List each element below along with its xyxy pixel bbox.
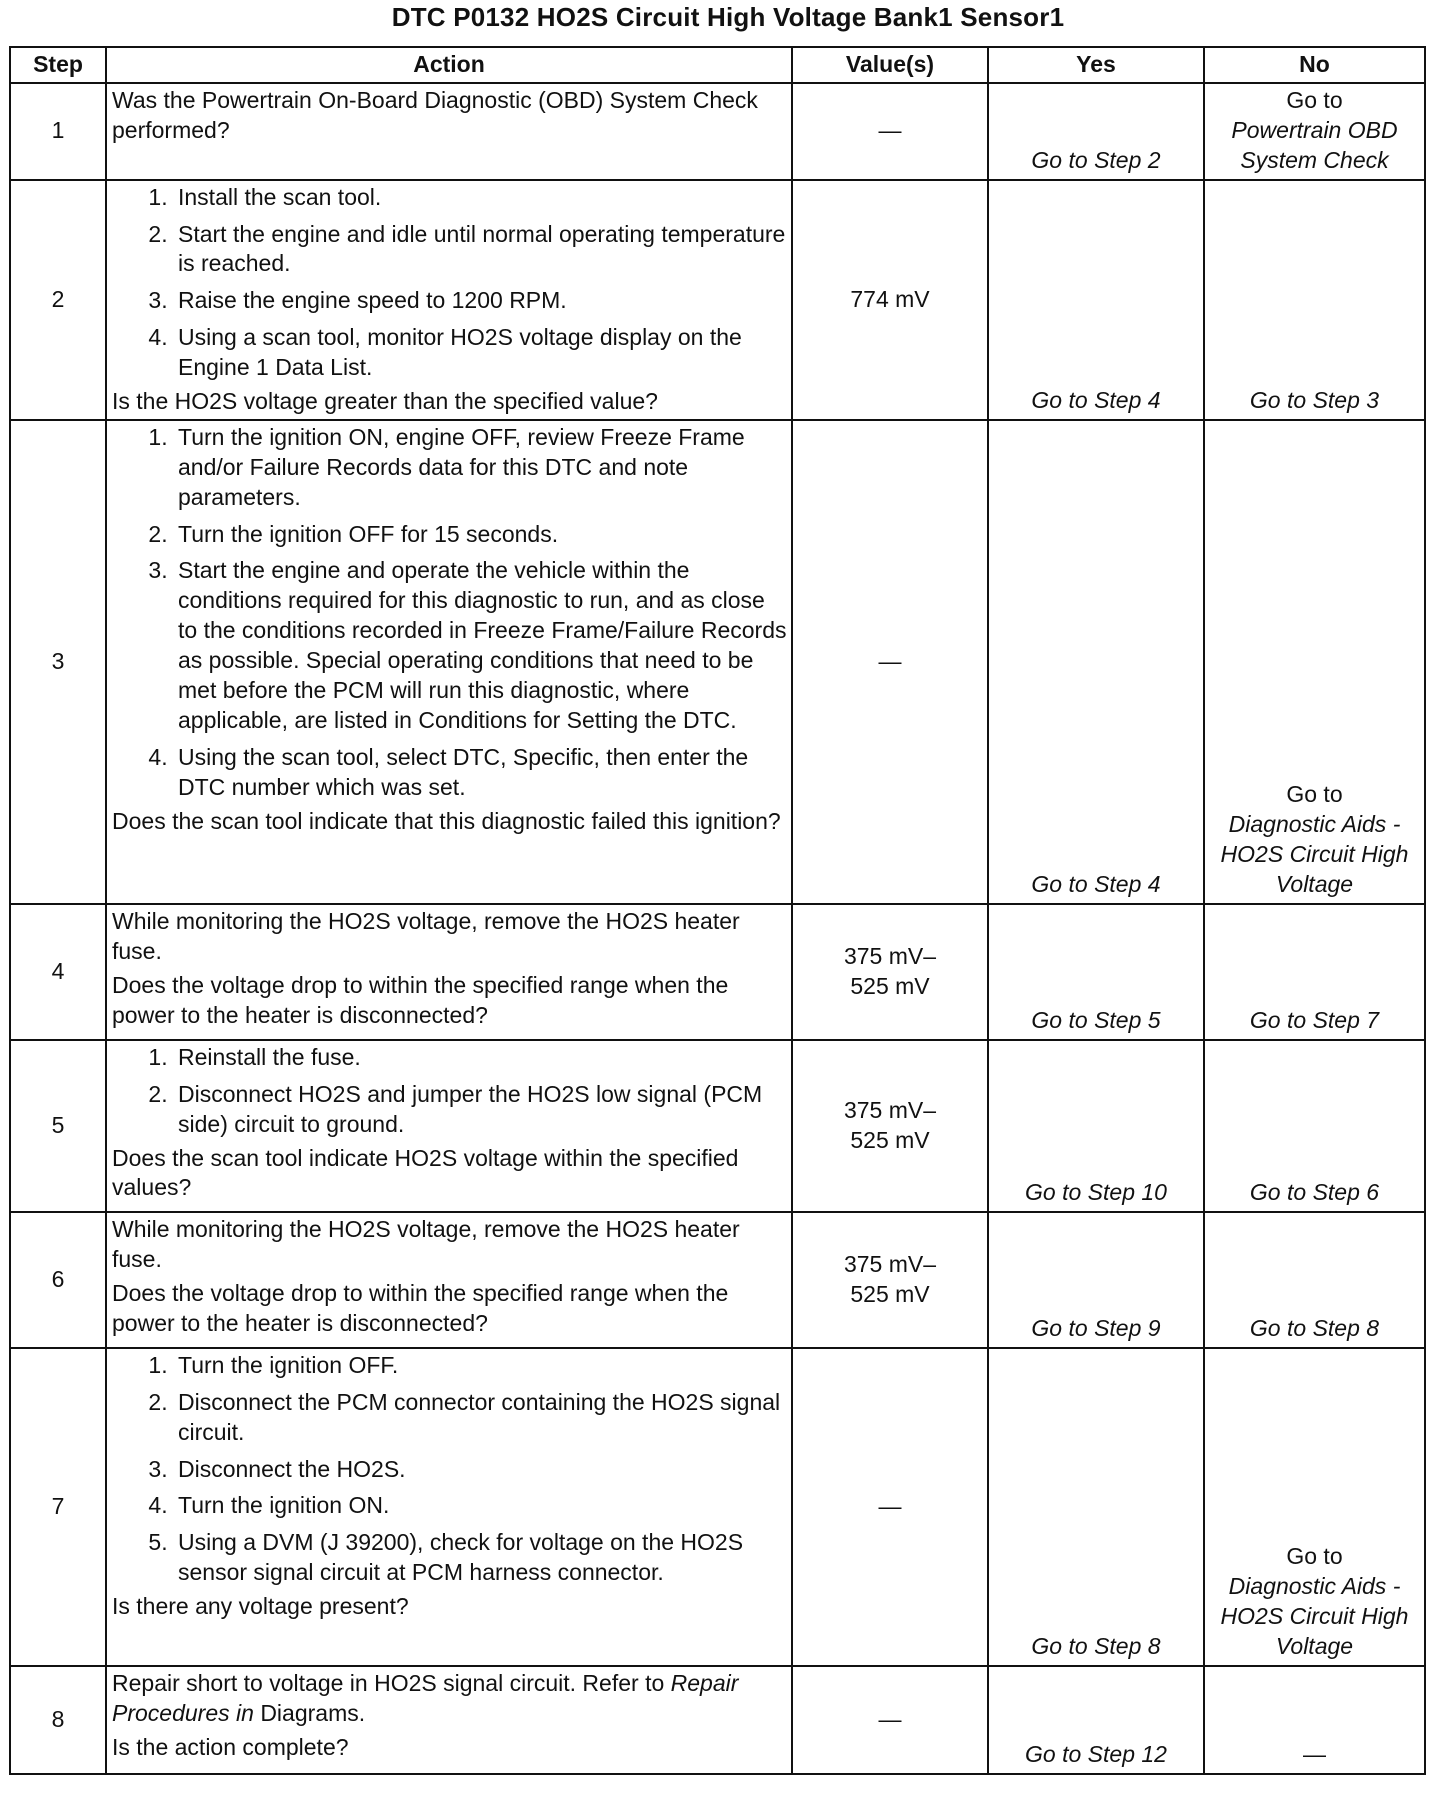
action-question: Does the scan tool indicate that this diagnostic failed this ignition?	[112, 807, 781, 834]
yes-cell: Go to Step 2	[988, 83, 1204, 180]
table-row	[10, 1040, 1425, 1212]
action-step: 3. Disconnect the HO2S.	[174, 1455, 787, 1485]
action-question: Is the HO2S voltage greater than the specified value?	[112, 388, 658, 415]
action-step: 3. Start the engine and operate the vehicle within the conditions required for this diagnostic to run, and as close to the conditions recorded in Freeze Frame/Failure Records as possible. Special operating conditions that need to be met before the PCM will run this diagnostic, where applicable, are listed in Conditions for Setting the DTC.	[174, 556, 787, 735]
action-cell	[106, 1348, 792, 1666]
action-cell	[106, 83, 792, 180]
step-number: 4	[10, 904, 106, 1040]
yes-cell: Go to Step 4	[988, 180, 1204, 420]
action-cell	[106, 904, 792, 1040]
no-go-to: Go to	[1286, 1543, 1343, 1570]
column-header-step: Step	[10, 47, 106, 83]
action-cell	[106, 420, 792, 904]
action-cell	[106, 1666, 792, 1774]
table-row	[10, 1666, 1425, 1774]
action-cell	[106, 180, 792, 420]
step-number: 5	[10, 1040, 106, 1212]
value-cell: —	[792, 420, 988, 904]
step-number: 2	[10, 180, 106, 420]
action-step: 2. Turn the ignition OFF for 15 seconds.	[174, 520, 787, 550]
table-row	[10, 1348, 1425, 1666]
no-cell: Go to Step 7	[1204, 904, 1425, 1040]
action-steps-list	[112, 423, 787, 803]
no-cell: Go to Step 6	[1204, 1040, 1425, 1212]
action-steps-list	[112, 183, 787, 383]
no-reference: Powertrain OBD System Check	[1231, 116, 1398, 173]
action-text-part: Repair short to voltage in HO2S signal circuit. Refer to	[112, 1669, 665, 1696]
step-number: 3	[10, 420, 106, 904]
action-step: 5. Using a DVM (J 39200), check for voltage on the HO2S sensor signal circuit at PCM harness connector.	[174, 1528, 787, 1588]
action-text: While monitoring the HO2S voltage, remove the HO2S heater fuse.	[112, 907, 740, 964]
value-cell: —	[792, 1666, 988, 1774]
value-cell: 774 mV	[792, 180, 988, 420]
value-cell: —	[792, 83, 988, 180]
step-number: 1	[10, 83, 106, 180]
table-row	[10, 1212, 1425, 1348]
action-step: 1. Install the scan tool.	[174, 183, 787, 213]
no-cell	[1204, 1348, 1425, 1666]
column-header-yes: Yes	[988, 47, 1204, 83]
value-cell: 375 mV– 525 mV	[792, 1212, 988, 1348]
value-cell: 375 mV– 525 mV	[792, 1040, 988, 1212]
value-cell: —	[792, 1348, 988, 1666]
table-row	[10, 180, 1425, 420]
step-number: 8	[10, 1666, 106, 1774]
action-text-part: Diagrams.	[260, 1699, 366, 1726]
step-number: 7	[10, 1348, 106, 1666]
action-question: Does the scan tool indicate HO2S voltage within the specified values?	[112, 1144, 739, 1201]
column-header-no: No	[1204, 47, 1425, 83]
action-step: 2. Disconnect the PCM connector containing the HO2S signal circuit.	[174, 1388, 787, 1448]
no-cell	[1204, 420, 1425, 904]
no-cell: —	[1204, 1666, 1425, 1774]
no-cell: Go to Step 8	[1204, 1212, 1425, 1348]
no-cell	[1204, 83, 1425, 180]
action-question: Does the voltage drop to within the specified range when the power to the heater is disconnected?	[112, 1279, 729, 1336]
action-step: 3. Raise the engine speed to 1200 RPM.	[174, 286, 787, 316]
action-text: While monitoring the HO2S voltage, remove the HO2S heater fuse.	[112, 1215, 740, 1272]
column-header-values: Value(s)	[792, 47, 988, 83]
action-step: 4. Turn the ignition ON.	[174, 1491, 787, 1521]
action-question: Does the voltage drop to within the specified range when the power to the heater is disconnected?	[112, 971, 729, 1028]
no-cell: Go to Step 3	[1204, 180, 1425, 420]
action-text-reference: Repair Procedures in	[112, 1669, 739, 1726]
yes-cell: Go to Step 4	[988, 420, 1204, 904]
page-title: DTC P0132 HO2S Circuit High Voltage Bank1 Sensor1	[391, 2, 1065, 32]
table-row	[10, 904, 1425, 1040]
yes-cell: Go to Step 5	[988, 904, 1204, 1040]
no-reference: Diagnostic Aids - HO2S Circuit High Voltage	[1220, 1573, 1409, 1660]
action-step: 1. Turn the ignition OFF.	[174, 1351, 787, 1381]
table-row	[10, 83, 1425, 180]
action-steps-list	[112, 1043, 787, 1140]
action-step: 2. Disconnect HO2S and jumper the HO2S low signal (PCM side) circuit to ground.	[174, 1080, 787, 1140]
action-question: Is the action complete?	[112, 1733, 349, 1760]
yes-cell: Go to Step 9	[988, 1212, 1204, 1348]
step-number: 6	[10, 1212, 106, 1348]
table-row	[10, 420, 1425, 904]
action-text	[112, 1669, 787, 1729]
action-step: 2. Start the engine and idle until normal operating temperature is reached.	[174, 220, 787, 280]
action-question: Was the Powertrain On-Board Diagnostic (OBD) System Check performed?	[112, 87, 758, 143]
yes-cell: Go to Step 12	[988, 1666, 1204, 1774]
action-cell	[106, 1212, 792, 1348]
action-step: 4. Using a scan tool, monitor HO2S voltage display on the Engine 1 Data List.	[174, 323, 787, 383]
yes-cell: Go to Step 10	[988, 1040, 1204, 1212]
action-step: 1. Turn the ignition ON, engine OFF, review Freeze Frame and/or Failure Records data for this DTC and note parameters.	[174, 423, 787, 513]
no-go-to: Go to	[1286, 781, 1343, 808]
no-go-to: Go to	[1286, 87, 1343, 113]
no-reference: Diagnostic Aids - HO2S Circuit High Voltage	[1220, 811, 1409, 898]
value-cell: 375 mV– 525 mV	[792, 904, 988, 1040]
column-header-action: Action	[106, 47, 792, 83]
action-cell	[106, 1040, 792, 1212]
yes-cell: Go to Step 8	[988, 1348, 1204, 1666]
action-steps-list	[112, 1351, 787, 1588]
diagnostic-table	[9, 46, 1426, 1775]
table-header-row	[10, 47, 1425, 83]
action-step: 1. Reinstall the fuse.	[174, 1043, 787, 1073]
action-step: 4. Using the scan tool, select DTC, Specific, then enter the DTC number which was set.	[174, 743, 787, 803]
action-question: Is there any voltage present?	[112, 1593, 409, 1620]
